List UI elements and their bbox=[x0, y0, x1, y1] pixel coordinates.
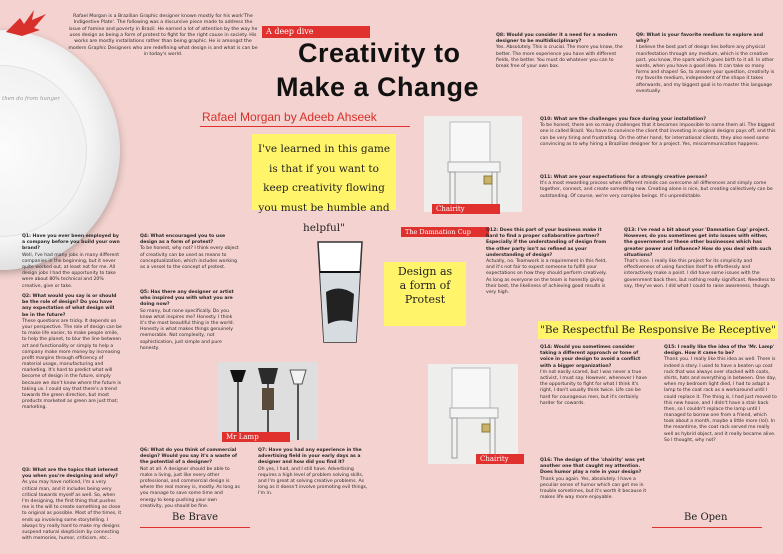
quote-protest-line2: a form of bbox=[399, 278, 451, 292]
chairity-photo bbox=[424, 116, 522, 212]
answer-6: Not at all. A designer should be able to make a living, just like every other professional, and commercial design is where the real money is, mostly. As long as you manage to save some time and energy to keep pushing your own creativity, you should be fine. bbox=[140, 466, 240, 509]
question-4: Q4: What encouraged you to use design as a form of protest? bbox=[140, 234, 226, 246]
answer-1: Well, I've had many jobs in many different companies in the beginning, but it never quite worked out, at least not for me. All design jobs I had the opportunity to take were about 80% technical and 20% creative, give or take. bbox=[22, 252, 120, 289]
answer-2: These questions are tricky. It depends on your perspective. The role of design can be to make life easier, to make people smile, to help the planet, to blur the line between art and functionality or simply to help a company make more money by increasing profit margins through efficiency of material usage, manufacturing and marketing. It's hard to predict what will become of design in the future, simply because we don't know where the future is taking us. I could say that there's a trend towards the green direction, but most products marketed as green are just that; marketing. bbox=[22, 318, 122, 411]
be-open-quote: Be Open bbox=[684, 512, 728, 523]
question-5: Q5: Has there any designer or artist who inspired you with what you are doing now? bbox=[140, 290, 234, 308]
question-16: Q16: The design of the 'chairity' was yet another one that caught my attention. Does humor play a role in your design? bbox=[540, 458, 645, 476]
qa-6 bbox=[140, 448, 240, 510]
be-brave-quote: Be Brave bbox=[172, 512, 219, 523]
quote-respect bbox=[538, 321, 778, 339]
chairity-label-2: Chairity bbox=[476, 454, 524, 464]
page-title-line2: Make a Change bbox=[276, 72, 480, 102]
chairity-photo-2 bbox=[428, 364, 518, 464]
mr-lamp-photo bbox=[218, 362, 318, 440]
answer-10: To be honest, there are so many challenges that it becomes impossible to name them all. The biggest one is called Brazil. You have to convince the client that investing in original designs pays off, and this can be very tiring and frustrating. On the other hand, for international clients, they also need some convincing as to why hiring a Brazilian designer for a project. Yes, miscommunication happens. bbox=[540, 123, 776, 147]
quote-protest-line3: Protest bbox=[404, 292, 446, 306]
question-8: Q8: Would you consider it a need for a modern designer to be multidisciplinary? bbox=[496, 33, 618, 45]
qa-4 bbox=[140, 234, 240, 271]
question-1: Q1: Have you ever been employed by a company before you build your own brand? bbox=[22, 234, 120, 252]
question-15: Q15: I really like the idea of the 'Mr. Lamp' design. How it came to be? bbox=[664, 345, 775, 357]
qa-13 bbox=[624, 228, 776, 290]
damnation-cup-label: The Damnation Cup bbox=[401, 227, 489, 237]
qa-7 bbox=[258, 448, 368, 498]
qa-16 bbox=[540, 458, 650, 501]
question-3: Q3: What are the topics that interest you when you're designing and why? bbox=[22, 468, 119, 480]
intro-paragraph: Rafael Morgan is a Brazilian Graphic designer known mostly for his work'The Indigestive Plate'. The following was a discursive piece made to address the issue of famine and poverty in Brazil. He earned a lot of attention by the way he uses design as being a form of protest to fight for the right cause in society. His works are mostly installations rather than being graphic. He is amongst the modern Graphic Designers who are redefining what design is and what is can be in today's world. bbox=[68, 14, 258, 58]
question-10: Q10: What are the challenges you face during your installation? bbox=[540, 117, 706, 122]
answer-12: Actually, no. Teamwork is a requirement in this field, and it's not fair to expect someone to fulfill your expectations on how they should perform creatively. As long as everyone on the team is honestly giving their best, the likeliness of achieving good results is very high. bbox=[486, 258, 607, 295]
mr-lamp-label: Mr Lamp bbox=[222, 432, 290, 442]
qa-12 bbox=[486, 228, 610, 296]
qa-1 bbox=[22, 234, 122, 290]
qa-10 bbox=[540, 117, 778, 148]
quote-respect-b: Be Responsive bbox=[621, 324, 699, 336]
glass-graphic bbox=[300, 232, 380, 352]
answer-8: Yes. Absolutely. This is crucial. The more you know, the better. The more experience you have with different fields, the better. You must do whatever you can to break free of your own box. bbox=[496, 45, 623, 69]
question-11: Q11: What are your expectations for a strongly creative person? bbox=[540, 175, 708, 180]
qa-2 bbox=[22, 294, 122, 412]
byline: Rafael Morgan by Adeeb Ahseek bbox=[202, 110, 377, 124]
chair-graphic-2 bbox=[428, 364, 518, 464]
answer-11: It's a most rewarding process when different minds can overcome all differences and simply come together, connect, and create something new. Creating alone is nice, but creating collectively can be outstanding. Of course, we're very complex beings. It's unpredictable. bbox=[540, 181, 773, 199]
page-title-line1: Creativity to bbox=[298, 38, 461, 68]
answer-5: So many, but none specifically. Do you know what inspires me? Honesty. I think it's the most beautiful thing in the world. Honesty is what makes things genuinely memorable. Not complexity, not sophistication, just simple and pure honesty. bbox=[140, 308, 234, 351]
qa-8 bbox=[496, 33, 624, 70]
chair-graphic bbox=[424, 116, 522, 212]
answer-9: I believe the best part of design lies before any physical manifestation through any medium, which is the creative part, you know, the spark which gives birth to it all. In other words, when you have a good idea. It can take so many forms and shapes! So, to answer your question, creativity is my favorite medium, independent of the shape it takes afterwards, and my biggest goal is to master this language eventually. bbox=[636, 45, 775, 94]
quote-humble-text: I've learned in this game is that if you want to keep creativity flowing you must be humble and helpful" bbox=[257, 143, 391, 234]
qa-5 bbox=[140, 290, 240, 352]
answer-15: Thank you. I really like this idea as well. There is indeed a story. I used to have a beaten up coat rack that was always over stacked with coats, shirts, hats and everything in between. One day, when my bedroom light died, I had to adapt a lamp to the coat rack as a workaround until I could replace it. The thing is, I had just moved to this new house, and I didn't have a stair back then, so I couldn't replace the lamp until I managed to borrow one from a friend, which took about a month, maybe a little more (lol). In the meantime, the coat rack served me really well as hybrid object, and it really became alive. So I thought, why not? bbox=[664, 357, 777, 443]
plate-text: then do from hunger bbox=[2, 96, 60, 102]
be-open-underline bbox=[652, 527, 762, 528]
qa-14 bbox=[540, 345, 650, 407]
question-14: Q14: Would you sometimes consider taking a different approach or tone of voice in your design to avoid a conflict with a bigger organization? bbox=[540, 345, 641, 369]
quote-protest-line1: Design as bbox=[397, 265, 453, 278]
answer-16: Thank you again. Yes, absolutely. I have a peculiar sense of humor which can get me in trouble sometimes, but it's worth it because it makes life way more enjoyable. bbox=[540, 476, 647, 501]
qa-11 bbox=[540, 175, 778, 200]
quote-respect-c: Be Receptive" bbox=[701, 324, 776, 336]
answer-13: That's nice. I really like this project for its simplicity and effectiveness of using function itself to effortlessly and interactively make a point. I did have some issues with the government back then, but nothing really significant. Needless to say, they've won. I did what I could to raise awareness, though. bbox=[624, 258, 776, 289]
quote-protest bbox=[384, 262, 466, 326]
question-9: Q9: What is your favorite medium to explore and why? bbox=[636, 33, 764, 45]
answer-3: As you may have noticed, I'm a very critical man, and it includes being very critical towards myself as well. So, when I'm designing, the first thing that pushes me is the will to create something as close to original as possible. Most of the times, it ends up involving some storytelling. I always try really hard to make my designs suspend natural skepticism by connecting with memories, humor, criticism, etc... bbox=[22, 480, 122, 542]
question-12: Q12: Does this part of your business make it hard to find a proper collaborative partner? Especially if the understanding of design from the other party isn't as refined as your understanding of design? bbox=[486, 228, 607, 258]
damnation-cup-photo bbox=[300, 232, 380, 352]
qa-3 bbox=[22, 468, 122, 542]
question-6: Q6: What do you think of commercial design? Would you say it's a waste of the potential of a designer? bbox=[140, 448, 237, 466]
qa-9 bbox=[636, 33, 776, 95]
question-2: Q2: What would you say is or should be the role of design? Do you have any expectation of what design will be in the future? bbox=[22, 294, 117, 318]
answer-7: Oh yes, I had, and I still have. Advertising requires a high level of problem solving skills, and I'm great at solving creative problems. As long as it doesn't involve promoting evil things, I'm in. bbox=[258, 466, 368, 497]
quote-respect-a: "Be Respectful bbox=[540, 324, 619, 336]
be-brave-underline bbox=[140, 527, 250, 528]
deep-dive-tag: A deep dive bbox=[262, 26, 370, 38]
red-splatter-graphic bbox=[4, 6, 54, 42]
answer-4: To be honest, why not? I think every object of creativity can be used as means to conceptualization, which includes working as a vessel to the concept of protest. bbox=[140, 246, 239, 270]
answer-14: I'm not easily scared, but I was never a true activist, I must say. However, whenever I have the opportunity to fight for what I think it's right, I don't usually think twice. Life can be hard for courageous men, but it's certainly harder for cowards. bbox=[540, 369, 647, 406]
qa-15 bbox=[664, 345, 778, 444]
quote-humble bbox=[252, 134, 396, 234]
byline-underline bbox=[200, 126, 410, 127]
question-13: Q13: I've read a bit about your 'Damnation Cup' project. However, do you sometimes get into issues with either, the government or these other businesses which has greater power and influence? How do you deal with such situations? bbox=[624, 228, 772, 258]
lamp-graphic bbox=[218, 362, 318, 440]
question-7: Q7: Have you had any experience in the advertising field in your early days as a designer and how did you find it? bbox=[258, 448, 362, 466]
chairity-label-1: Chairity bbox=[432, 204, 500, 214]
